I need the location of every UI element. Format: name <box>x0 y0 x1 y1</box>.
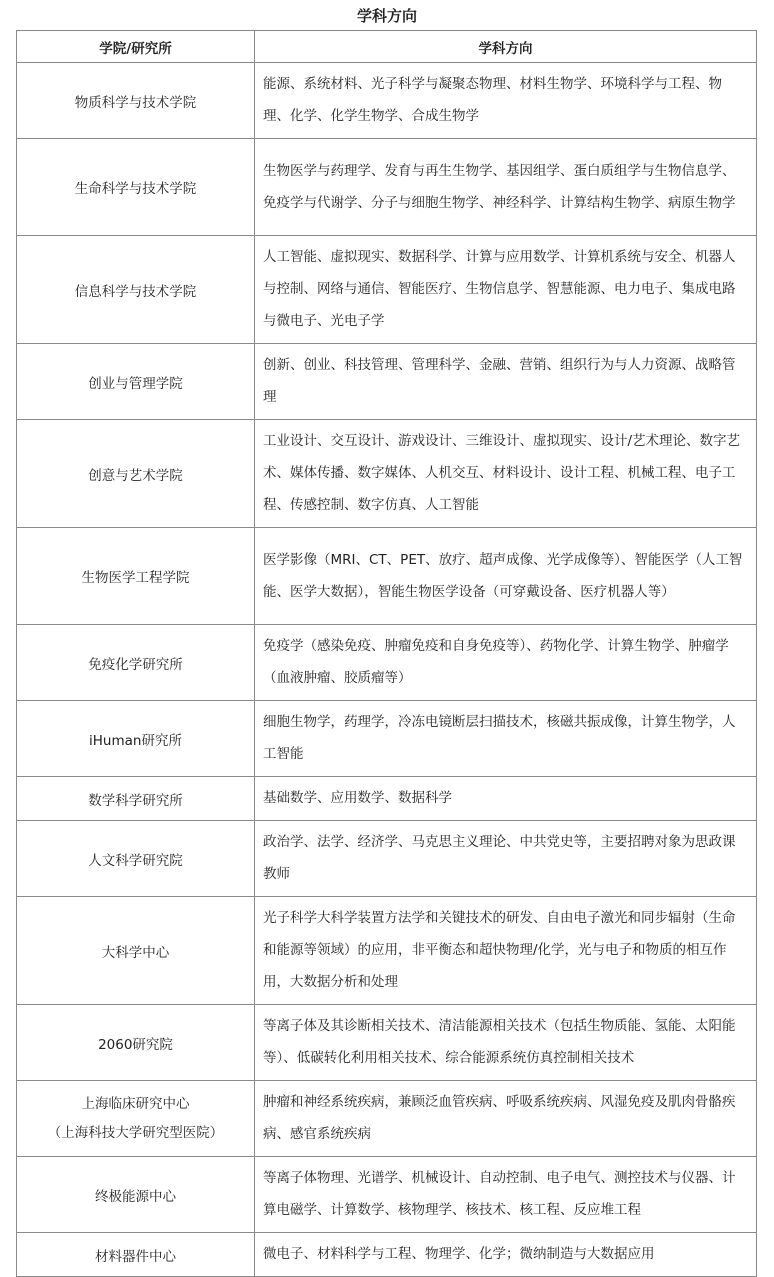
table-row <box>17 897 757 1005</box>
unit-cell <box>17 821 255 897</box>
directions-cell: 政治学、法学、经济学、马克思主义理论、中共党史等，主要招聘对象为思政课教师 <box>255 821 757 897</box>
directions-cell: 创新、创业、科技管理、管理科学、金融、营销、组织行为与人力资源、战略管理 <box>255 344 757 420</box>
directions-cell: 生物医学与药理学、发育与再生生物学、基因组学、蛋白质组学与生物信息学、免疫学与代谢学、分子与细胞生物学、神经科学、计算结构生物学、病原生物学 <box>255 139 757 236</box>
unit-cell <box>17 420 255 528</box>
unit-name: 上海临床研究中心 <box>81 1095 190 1112</box>
directions-cell: 基础数学、应用数学、数据科学 <box>255 777 757 821</box>
table-header-row <box>17 31 757 63</box>
unit-cell <box>17 1005 255 1081</box>
table-row <box>17 344 757 420</box>
unit-cell <box>17 63 255 139</box>
table-row <box>17 777 757 821</box>
table-body <box>17 63 757 1277</box>
unit-cell <box>17 625 255 701</box>
table-row <box>17 63 757 139</box>
table-row <box>17 528 757 625</box>
directions-cell: 微电子、材料科学与工程、物理学、化学；微纳制造与大数据应用 <box>255 1233 757 1277</box>
table-row <box>17 625 757 701</box>
directions-cell: 等离子体及其诊断相关技术、清洁能源相关技术（包括生物质能、氢能、太阳能等）、低碳转化利用相关技术、综合能源系统仿真控制相关技术 <box>255 1005 757 1081</box>
directions-cell: 等离子体物理、光谱学、机械设计、自动控制、电子电气、测控技术与仪器、计算电磁学、计算数学、核物理学、核技术、核工程、反应堆工程 <box>255 1157 757 1233</box>
unit-cell <box>17 139 255 236</box>
unit-name: 免疫化学研究所 <box>88 656 183 673</box>
column-header-unit: 学院/研究所 <box>17 31 255 63</box>
unit-cell <box>17 236 255 344</box>
directions-cell: 免疫学（感染免疫、肿瘤免疫和自身免疫等）、药物化学、计算生物学、肿瘤学（血液肿瘤、胶质瘤等） <box>255 625 757 701</box>
directions-cell: 光子科学大科学装置方法学和关键技术的研发、自由电子激光和同步辐射（生命和能源等领域）的应用，非平衡态和超快物理/化学，光与电子和物质的相互作用，大数据分析和处理 <box>255 897 757 1005</box>
unit-cell <box>17 777 255 821</box>
table-row <box>17 139 757 236</box>
page-title: 学科方向 <box>356 7 417 25</box>
table-row <box>17 236 757 344</box>
table-row <box>17 1081 757 1157</box>
unit-cell <box>17 1233 255 1277</box>
directions-cell: 人工智能、虚拟现实、数据科学、计算与应用数学、计算机系统与安全、机器人与控制、网络与通信、智能医疗、生物信息学、智慧能源、电力电子、集成电路与微电子、光电子学 <box>255 236 757 344</box>
unit-name: （上海科技大学研究型医院） <box>47 1124 224 1141</box>
table-row <box>17 420 757 528</box>
unit-cell <box>17 344 255 420</box>
table-row <box>17 821 757 897</box>
table-row <box>17 701 757 777</box>
table-row <box>17 1005 757 1081</box>
column-header-directions: 学科方向 <box>255 31 757 63</box>
unit-name: 生物医学工程学院 <box>81 570 190 586</box>
unit-cell <box>17 897 255 1005</box>
unit-name: 创意与艺术学院 <box>88 467 183 484</box>
unit-cell <box>17 1157 255 1233</box>
unit-name: 生命科学与技术学院 <box>74 181 197 197</box>
unit-cell <box>17 1081 255 1157</box>
unit-name: 2060研究院 <box>98 1036 173 1053</box>
directions-cell: 细胞生物学，药理学，冷冻电镜断层扫描技术，核磁共振成像，计算生物学，人工智能 <box>255 701 757 777</box>
table-row <box>17 1157 757 1233</box>
unit-name: 大科学中心 <box>101 944 170 961</box>
unit-name: 物质科学与技术学院 <box>74 94 197 111</box>
unit-cell <box>17 528 255 625</box>
directions-cell: 肿瘤和神经系统疾病，兼顾泛血管疾病、呼吸系统疾病、风湿免疫及肌肉骨骼疾病、感官系统疾病 <box>255 1081 757 1157</box>
unit-cell <box>17 701 255 777</box>
discipline-table <box>16 30 757 1277</box>
unit-name: iHuman研究所 <box>89 732 182 749</box>
directions-cell: 工业设计、交互设计、游戏设计、三维设计、虚拟现实、设计/艺术理论、数字艺术、媒体传播、数字媒体、人机交互、材料设计、设计工程、机械工程、电子工程、传感控制、数字仿真、人工智能 <box>255 420 757 528</box>
unit-name: 人文科学研究院 <box>88 852 183 869</box>
directions-cell: 医学影像（MRI、CT、PET、放疗、超声成像、光学成像等）、智能医学（人工智能、医学大数据），智能生物医学设备（可穿戴设备、医疗机器人等） <box>255 528 757 625</box>
unit-name: 信息科学与技术学院 <box>74 283 197 300</box>
unit-name: 数学科学研究所 <box>88 792 183 809</box>
table-row <box>17 1233 757 1277</box>
unit-name: 创业与管理学院 <box>88 375 183 392</box>
unit-name: 材料器件中心 <box>95 1248 176 1265</box>
directions-cell: 能源、系统材料、光子科学与凝聚态物理、材料生物学、环境科学与工程、物理、化学、化学生物学、合成生物学 <box>255 63 757 139</box>
unit-name: 终极能源中心 <box>95 1188 176 1205</box>
